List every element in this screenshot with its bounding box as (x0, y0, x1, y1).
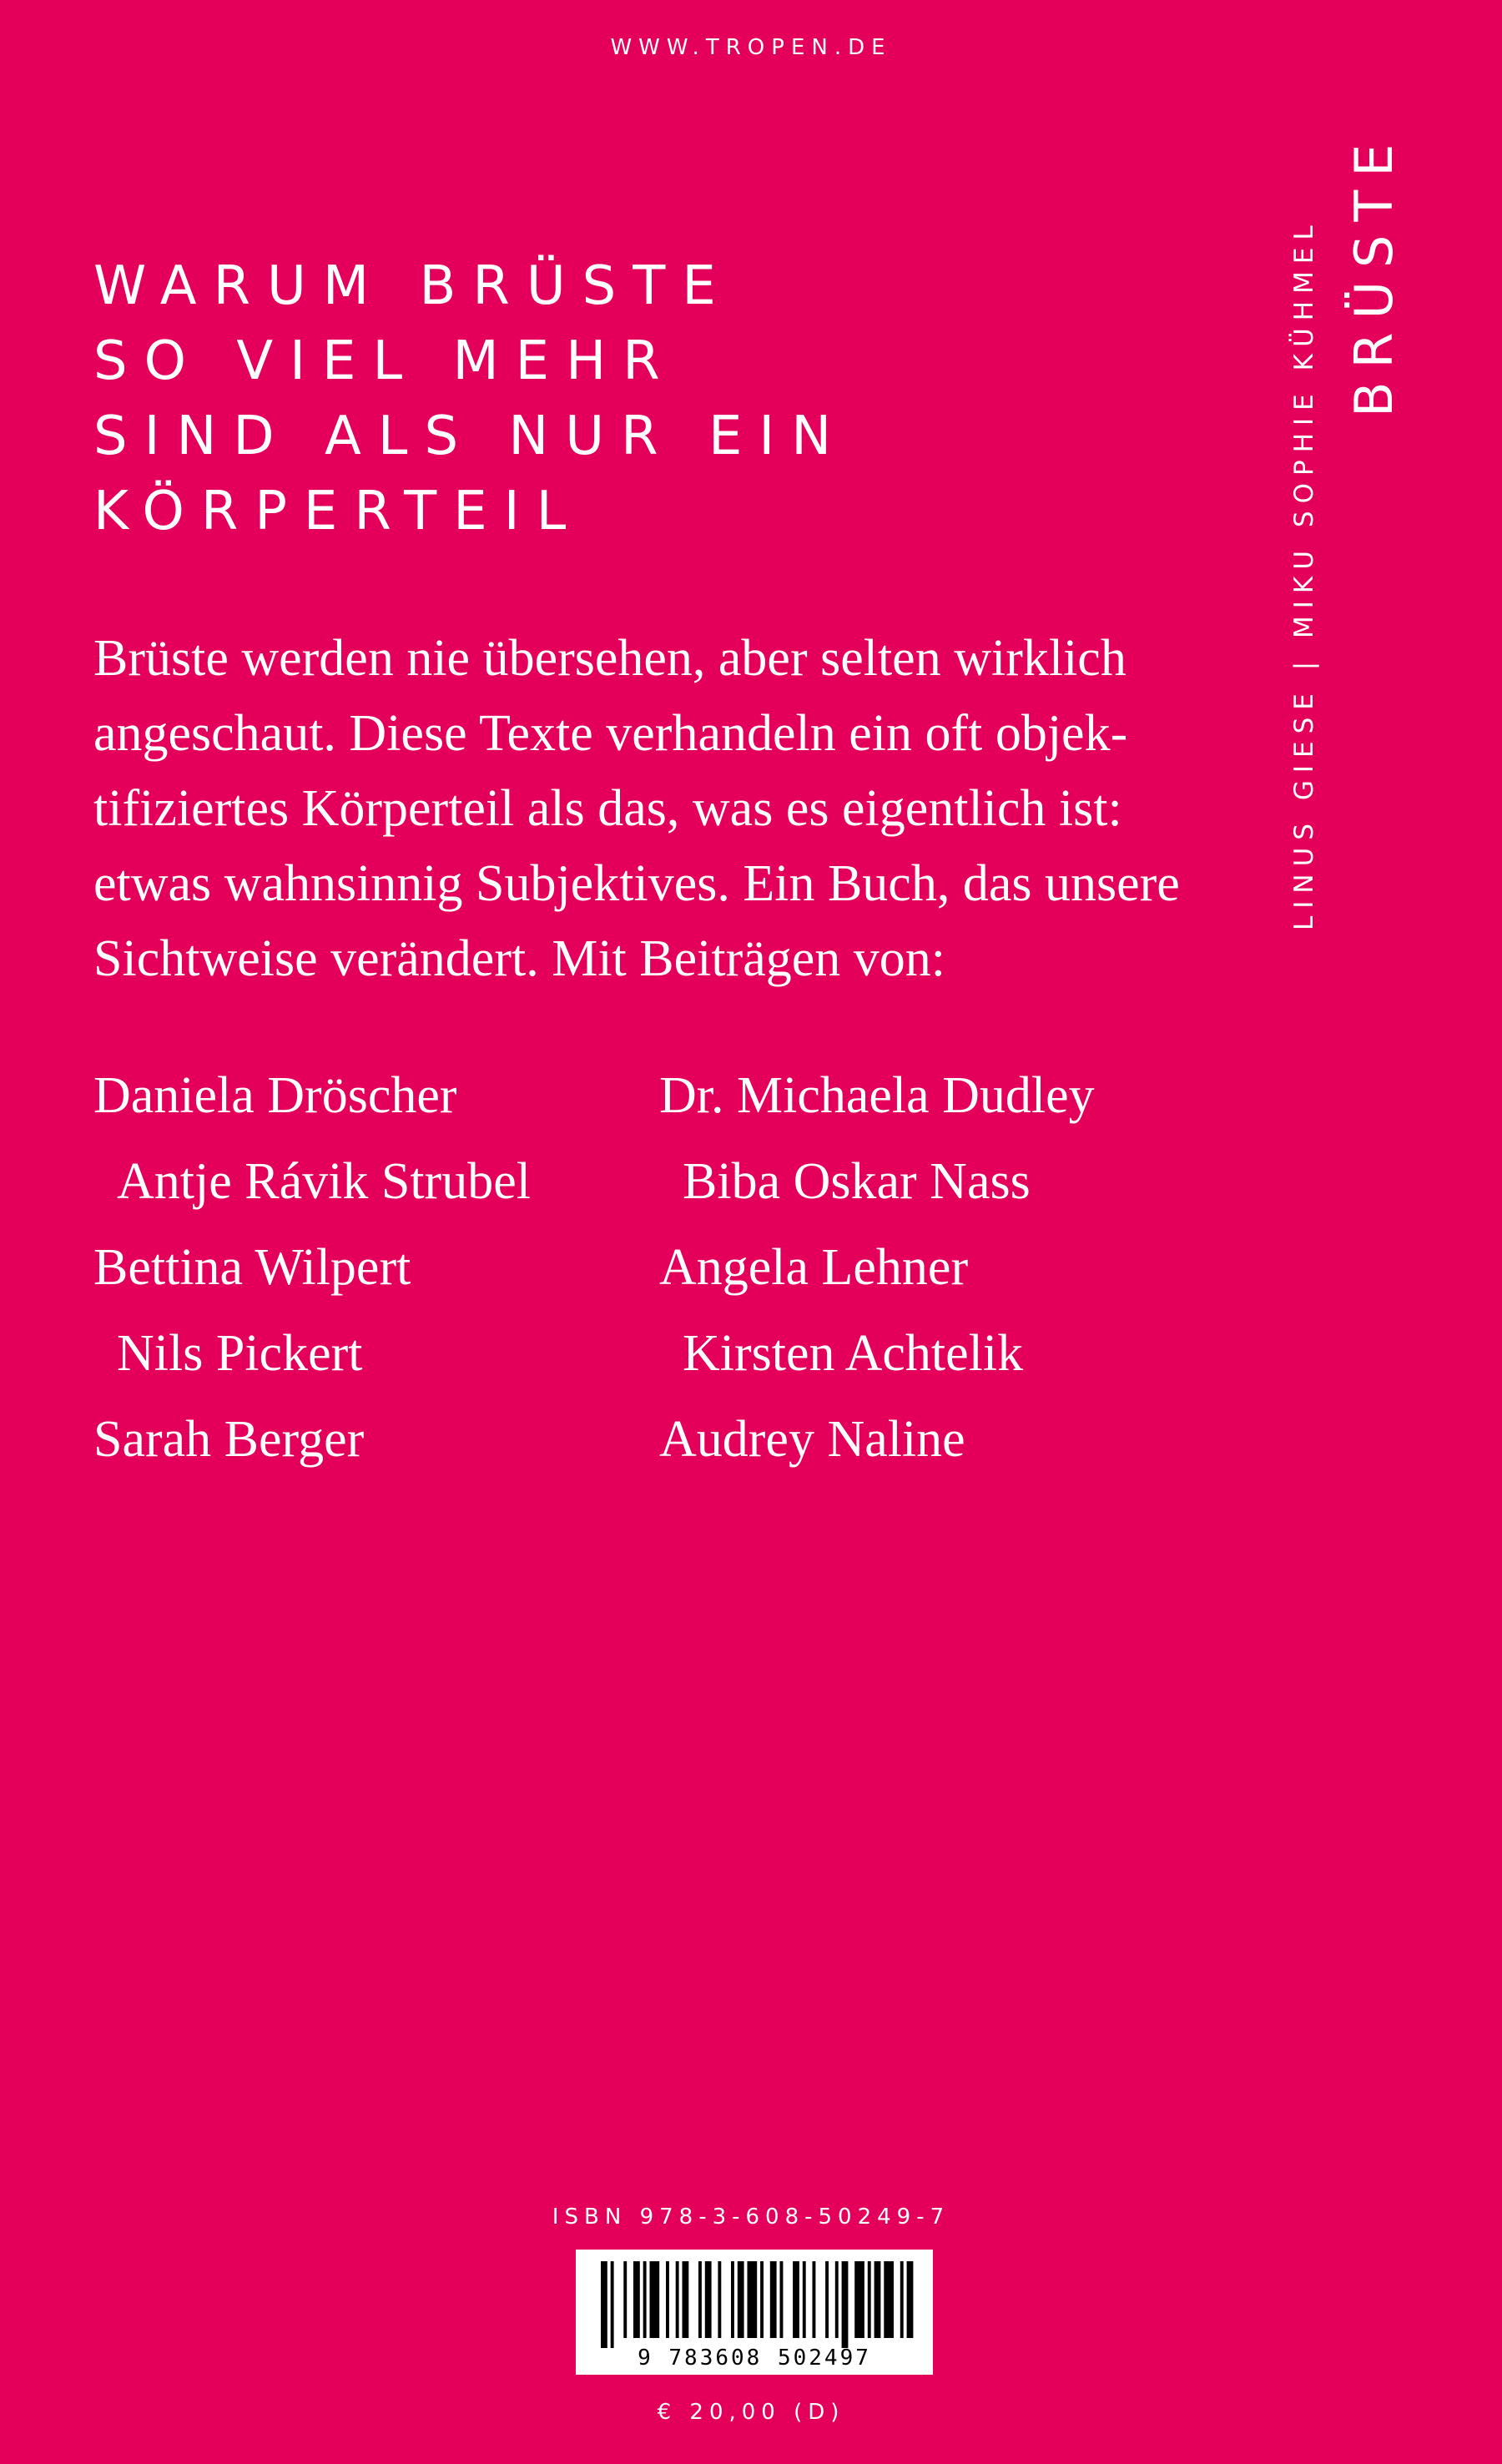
barcode-bar (650, 2261, 660, 2338)
contributor-name: Nils Pickert (117, 1325, 363, 1382)
barcode (576, 2250, 933, 2375)
contributor-row (93, 1152, 1178, 1238)
barcode-bar (780, 2261, 784, 2338)
price-label: € 20,00 (D) (657, 2400, 845, 2425)
headline-line: WARUM BRÜSTE (93, 255, 733, 317)
barcode-bar (803, 2261, 806, 2338)
barcode-bar (884, 2261, 894, 2338)
blurb (93, 621, 1180, 996)
barcode-graphic (576, 2250, 933, 2375)
contributor-list (93, 1066, 1178, 1496)
contributor-name: Dr. Michaela Dudley (659, 1067, 1095, 1124)
barcode-bar (718, 2261, 721, 2338)
contributor-name: Bettina Wilpert (93, 1239, 411, 1296)
blurb-line: angeschaut. Diese Texte verhandeln ein oft objek- (93, 705, 1128, 762)
blurb-line: etwas wahnsinnig Subjektives. Ein Buch, das unsere (93, 855, 1180, 912)
headline (93, 249, 1178, 549)
headline-line: KÖRPERTEIL (93, 481, 583, 542)
barcode-bar (705, 2261, 712, 2338)
barcode-bar (793, 2261, 799, 2338)
barcode-bar (611, 2261, 614, 2348)
barcode-bar (874, 2261, 881, 2338)
barcode-bar (698, 2261, 702, 2338)
barcode-bar (907, 2261, 914, 2338)
barcode-bar (731, 2261, 734, 2338)
barcode-bar (835, 2261, 839, 2338)
barcode-bar (813, 2261, 816, 2338)
headline-line: SIND ALS NUR EIN (93, 406, 849, 467)
contributor-name: Biba Oskar Nass (683, 1153, 1031, 1210)
contributor-name: Angela Lehner (659, 1239, 969, 1296)
barcode-bar (738, 2261, 744, 2338)
barcode-bar (825, 2261, 829, 2338)
barcode-bar (748, 2261, 758, 2338)
blurb-line: Brüste werden nie übersehen, aber selten wirklich (93, 630, 1126, 687)
headline-line: SO VIEL MEHR (93, 330, 677, 392)
contributor-row (93, 1410, 1178, 1496)
contributor-row (93, 1324, 1178, 1410)
contributor-row (93, 1066, 1178, 1152)
barcode-bar (676, 2261, 679, 2338)
barcode-bar (666, 2261, 669, 2338)
barcode-bar (842, 2261, 849, 2348)
spine-authors: LINUS GIESE | MIKU SOPHIE KÜHMEL (1289, 218, 1319, 930)
barcode-bar (683, 2261, 689, 2338)
spine-title: BRÜSTE (1343, 130, 1404, 417)
barcode-bar (633, 2261, 640, 2338)
contributor-name: Antje Rávik Strubel (117, 1153, 531, 1210)
barcode-bar (601, 2261, 607, 2348)
barcode-digits: 9 783608 502497 (638, 2346, 871, 2371)
barcode-bar (900, 2261, 904, 2338)
blurb-line: tifiziertes Körperteil als das, was es eigentlich ist: (93, 780, 1122, 837)
blurb-line: Sichtweise verändert. Mit Beiträgen von: (93, 930, 946, 987)
barcode-bar (868, 2261, 871, 2338)
barcode-bar (760, 2261, 764, 2338)
contributor-name: Sarah Berger (93, 1411, 365, 1468)
barcode-bar (643, 2261, 647, 2338)
barcode-bar (770, 2261, 777, 2338)
contributor-row (93, 1238, 1178, 1324)
contributor-name: Kirsten Achtelik (683, 1325, 1024, 1382)
contributor-name: Daniela Dröscher (93, 1067, 457, 1124)
isbn-label: ISBN 978-3-608-50249-7 (552, 2204, 950, 2230)
barcode-bar (854, 2261, 864, 2338)
publisher-website[interactable]: WWW.TROPEN.DE (610, 35, 892, 60)
barcode-bar (623, 2261, 627, 2338)
contributor-name: Audrey Naline (659, 1411, 965, 1468)
